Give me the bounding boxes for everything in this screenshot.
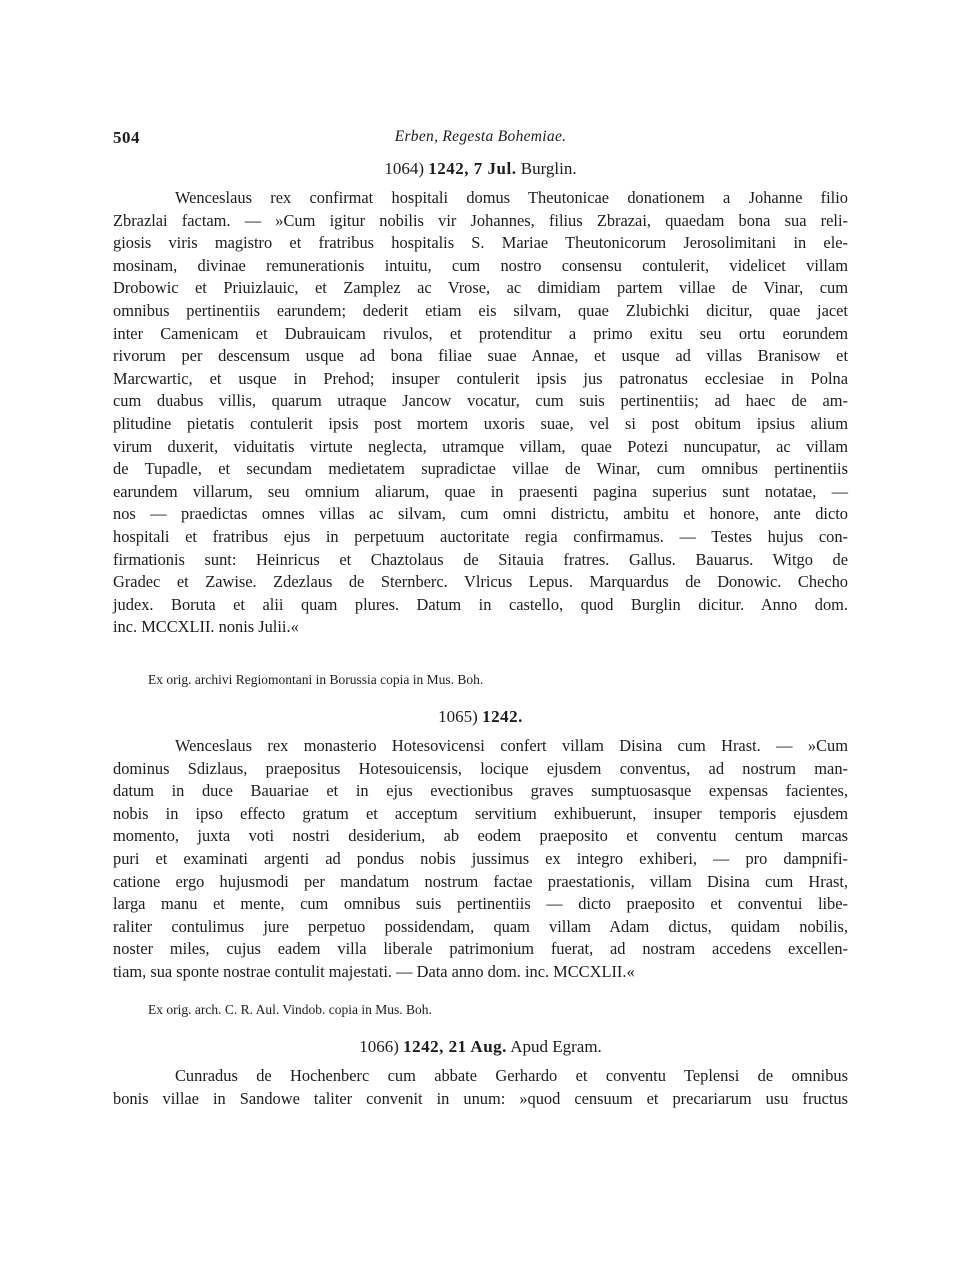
text-line: larga manu et mente, cum omnibus suis pertinentiis — dicto praeposito et conventui libe- bbox=[113, 894, 848, 914]
entry-place: Apud Egram. bbox=[510, 1037, 602, 1056]
text-line: cum duabus villis, quarum utraque Jancow vocatur, cum suis pertinentiis; ad haec de am- bbox=[113, 391, 848, 411]
text-line: bonis villae in Sandowe taliter convenit in unum: »quod censuum et precariarum usu fructus bbox=[113, 1088, 848, 1108]
text-line: virum duxerit, viduitatis virtute neglecta, utramque villam, quae Potezi nuncupatur, ac villam bbox=[113, 436, 848, 456]
text-line: de Tupadle, et secundam medietatem supradictae villae de Winar, cum omnibus pertinentiis bbox=[113, 459, 848, 479]
text-line: Drobowic et Priuizlauic, et Zamplez ac Vrose, ac dimidiam partem villae de Vinar, cum bbox=[113, 278, 848, 298]
entry-body bbox=[113, 1065, 848, 1110]
entry-number: 1064) bbox=[384, 159, 425, 178]
text-line: nobis in ipso effecto gratum et acceptum servitium exhibuerunt, insuper temporis ejusdem bbox=[113, 803, 848, 823]
text-line: datum in duce Bauariae et in ejus evectionibus graves sumptuosasque expensas facientes, bbox=[113, 781, 848, 801]
source-note: Ex orig. arch. C. R. Aul. Vindob. copia in Mus. Boh. bbox=[148, 1002, 432, 1017]
text-line: inter Camenicam et Dubrauicam rivulos, et protenditur a primo exitu seu ortu eorundem bbox=[113, 323, 848, 343]
text-line: momento, juxta voti nostri desiderium, ab eodem praeposito et conventu centum marcas bbox=[113, 826, 848, 846]
entry-heading bbox=[113, 707, 848, 727]
source-note: Ex orig. archivi Regiomontani in Borussia copia in Mus. Boh. bbox=[148, 672, 484, 687]
text-line: Cunradus de Hochenberc cum abbate Gerhardo et conventu Teplensi de omnibus bbox=[175, 1066, 848, 1085]
text-line: plitudine pietatis contulerit ipsis post mortem uxoris suae, vel si post obitum ipsius alium bbox=[113, 413, 848, 433]
text-line: Wenceslaus rex monasterio Hotesovicensi confert villam Disina cum Hrast. — »Cum bbox=[175, 736, 848, 755]
text-line: noster miles, cujus eadem villa liberale patrimonium fuerat, ad nostram accedens excellen- bbox=[113, 939, 848, 959]
entry-body bbox=[113, 735, 848, 984]
entry-heading bbox=[113, 1037, 848, 1057]
entry-number: 1065) bbox=[438, 707, 478, 726]
text-line: inc. MCCXLII. nonis Julii.« bbox=[113, 617, 299, 637]
entry-date: 1242, 7 Jul. bbox=[428, 159, 517, 178]
text-line: rivorum per descensum usque ad bona filiae suae Annae, et usque ad villas Branisow et bbox=[113, 346, 848, 366]
text-line: raliter contulimus jure perpetuo possidendam, quam villam Adam dictus, quidam nobilis, bbox=[113, 916, 848, 936]
text-line: catione ergo hujusmodi per mandatum nostrum factae praestationis, villam Disina cum Hrast, bbox=[113, 871, 848, 891]
text-line: puri et examinati argenti ad pondus nobis jussimus ex integro exhiberi, — pro dampnifi- bbox=[113, 848, 848, 868]
text-line: omnibus pertinentiis earundem; dederit etiam eis silvam, quae Zlubichki dicitur, quae jacet bbox=[113, 300, 848, 320]
text-line: Zbrazlai factam. — »Cum igitur nobilis vir Johannes, filius Zbrazai, quaedam bona sua reli- bbox=[113, 210, 848, 230]
text-line: firmationis sunt: Heinricus et Chaztolaus de Sitauia fratres. Gallus. Bauarus. Witgo de bbox=[113, 549, 848, 569]
text-line: judex. Boruta et alii quam plures. Datum in castello, quod Burglin dicitur. Anno dom. bbox=[113, 594, 848, 614]
text-line: tiam, sua sponte nostrae contulit majestati. — Data anno dom. inc. MCCXLII.« bbox=[113, 961, 635, 981]
text-line: hospitali et fratribus ejus in perpetuum auctoritate regia confirmamus. — Testes hujus con- bbox=[113, 526, 848, 546]
entry-heading bbox=[113, 159, 848, 179]
text-line: Marcwartic, et usque in Prehod; insuper contulerit ipsis jus patronatus ecclesiae in Polna bbox=[113, 368, 848, 388]
entry-date: 1242, 21 Aug. bbox=[403, 1037, 507, 1056]
page-number: 504 bbox=[113, 128, 140, 147]
text-line: dominus Sdizlaus, praepositus Hotesouicensis, locique ejusdem conventus, ad nostrum man- bbox=[113, 758, 848, 778]
entry-body bbox=[113, 187, 848, 639]
text-line: Gradec et Zawise. Zdezlaus de Sternberc. Vlricus Lepus. Marquardus de Donowic. Checho bbox=[113, 572, 848, 592]
text-line: giosis viris magistro et fratribus hospitalis S. Mariae Theutonicorum Jerosolimitani in ele- bbox=[113, 233, 848, 253]
running-head bbox=[113, 128, 848, 150]
text-line: mosinam, divinae remunerationis intuitu, cum nostro consensu contulerit, videlicet villam bbox=[113, 255, 848, 275]
entry-place: Burglin. bbox=[520, 159, 577, 178]
text-line: nos — praedictas omnes villas ac silvam, cum omni districtu, ambitu et honore, ante dicto bbox=[113, 504, 848, 524]
text-line: Wenceslaus rex confirmat hospitali domus Theutonicae donationem a Johanne filio bbox=[175, 188, 848, 207]
entry-date: 1242. bbox=[482, 707, 523, 726]
text-line: earundem villarum, seu omnium aliarum, quae in praesenti pagina superius sunt notatae, — bbox=[113, 481, 848, 501]
running-title: Erben, Regesta Bohemiae. bbox=[394, 128, 567, 145]
entry-number: 1066) bbox=[359, 1037, 399, 1056]
